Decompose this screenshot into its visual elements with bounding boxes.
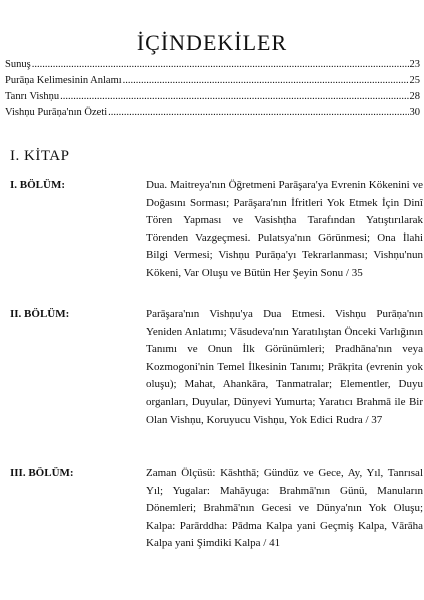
chapter-label: I. BÖLÜM: [10,179,65,191]
page-title: İÇİNDEKİLER [136,30,288,55]
chapter-description: Parāşara'nın Vishṇu'ya Dua Etmesi. Vishṇu Purāṇa'nın Yeniden Anlatımı; Vāsudeva'nın Yaratılıştan Önceki Varlığının Tanımı ve Onun İlk Görünümleri; Pradhāna'nın veya Kozmogoni'nin Temel İlkesinin Tanımı; Prākṛita (evrenin yok oluşu); Mahat, Ahankāra, Tanmatralar; Elementler, Duyu organları, Duyular, Dünyevi Yumurta; Yaratıcı Brahmā ile Bir Olan Vishṇu, Koruyucu Vishṇu, Yok Edici Rudra / 37 [146,308,423,426]
toc-entry-title: Vishṇu Purāṇa'nın Özeti [5,107,108,118]
chapter-description: Dua. Maitreya'nın Öğretmeni Parāşara'ya Evrenin Kökenini ve Doğasını Sorması; Parāşara'nın İfritleri Yok Etmek İçin Dinî Tören Yapması ve Vasishṭha Tarafından Yatıştırılarak Törenden Vazgeçmesi. Pulatsya'nın Görünmesi; Ona İlahi Bilgi Vermesi; Vishṇu Purāṇa'yı Tekrarlanması; Vishṇu'nun Kökeni, Var Oluşu ve Bütün Her Şeyin Sonu / 35 [146,179,423,279]
chapter-description: Zaman Ölçüsü: Kāshthā; Gündüz ve Gece, Ay, Yıl, Tanrısal Yıl; Yugalar: Mahāyuga: Brahmā'nın Günü, Manuların Dönemleri; Brahmā'nın Gecesi ve Dünya'nın Yok Oluşu; Kalpa: Parārddha: Pādma Kalpa yani Geçmiş Kalpa, Vārāha Kalpa yani Şimdiki Kalpa / 41 [146,467,423,550]
toc-leader-dots [123,73,409,89]
toc-entry-page: 25 [409,75,420,86]
toc-entry-page: 30 [409,107,420,118]
toc-entry-page: 28 [409,91,420,102]
chapter-label: II. BÖLÜM: [10,308,70,320]
toc-entry-title: Tanrı Vishṇu [5,91,60,102]
toc-entry [5,89,420,105]
toc-entry-title: Purāṇa Kelimesinin Anlamı [5,75,122,86]
toc-entry [5,105,420,121]
toc-entry [5,57,420,73]
chapter-label: III. BÖLÜM: [10,467,74,479]
toc-leader-dots [32,57,409,73]
toc-leader-dots [60,89,408,105]
section-heading: I. KİTAP [10,148,70,164]
toc-entry-title: Sunuş [5,59,31,70]
table-of-contents [5,57,420,121]
toc-leader-dots [108,105,408,121]
toc-entry [5,73,420,89]
toc-entry-page: 23 [409,59,420,70]
